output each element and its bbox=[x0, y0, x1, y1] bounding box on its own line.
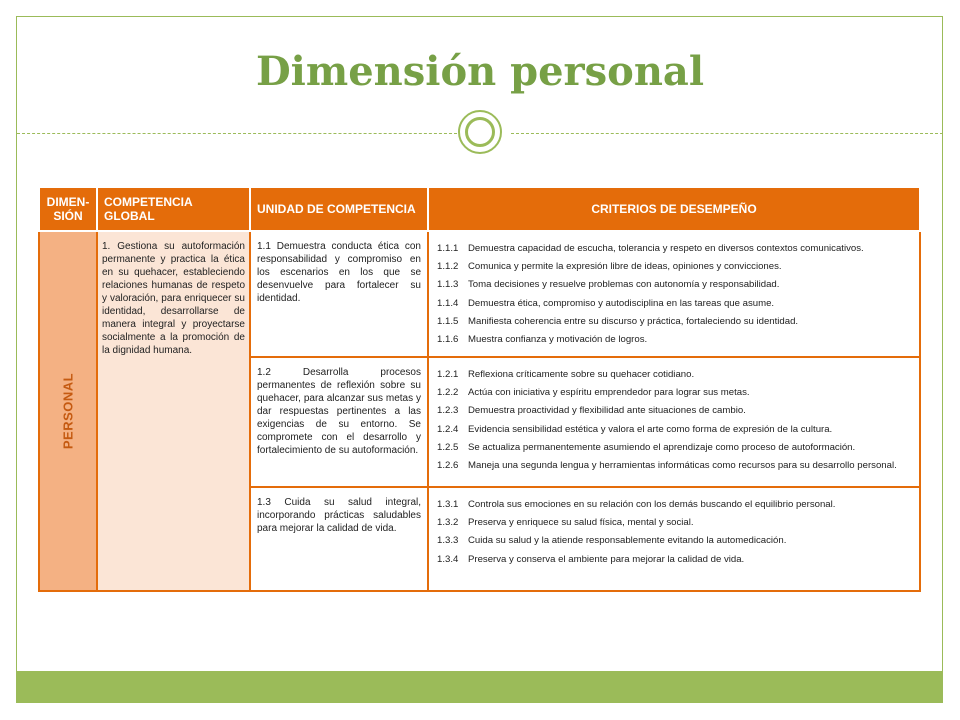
criterion-item bbox=[435, 532, 913, 550]
competency-table bbox=[38, 186, 921, 592]
criterion-number: 1.3.1 bbox=[437, 498, 459, 510]
criterion-number: 1.2.3 bbox=[437, 405, 459, 417]
title-divider-right bbox=[511, 133, 943, 134]
criterion-number: 1.3.2 bbox=[437, 516, 459, 528]
criterion-text: Demuestra proactividad y flexibilidad ante situaciones de cambio. bbox=[468, 405, 746, 417]
criterion-item bbox=[435, 239, 913, 257]
criterion-number: 1.1.2 bbox=[437, 260, 459, 272]
header-unit-competence: UNIDAD DE COMPETENCIA bbox=[250, 187, 428, 231]
criterion-number: 1.2.5 bbox=[437, 441, 459, 453]
unit-competence-cell: 1.2 Desarrolla procesos permanentes de reflexión sobre su quehacer, para alcanzar sus metas y dar respuestas pertinentes a las exigencias de su entorno. Se compromete con el desarrollo y fortalecimiento de su autoformación. bbox=[250, 357, 428, 487]
criterion-text: Toma decisiones y resuelve problemas con autonomía y responsabilidad. bbox=[468, 279, 780, 291]
criterion-item bbox=[435, 312, 913, 330]
criterion-number: 1.2.6 bbox=[437, 460, 459, 472]
criterion-number: 1.1.4 bbox=[437, 297, 459, 309]
criterion-item bbox=[435, 438, 913, 456]
criterion-item bbox=[435, 276, 913, 294]
criterion-text: Maneja una segunda lengua y herramientas informáticas como recursos para su desarrollo personal. bbox=[468, 460, 897, 472]
unit-competence-cell: 1.3 Cuida su salud integral, incorporando prácticas saludables para mejorar la calidad de vida. bbox=[250, 487, 428, 591]
criterion-number: 1.3.4 bbox=[437, 553, 459, 565]
criterion-item bbox=[435, 257, 913, 275]
criterion-number: 1.3.3 bbox=[437, 535, 459, 547]
criterion-item bbox=[435, 402, 913, 420]
criterion-text: Comunica y permite la expresión libre de ideas, opiniones y convicciones. bbox=[468, 260, 782, 272]
criterion-text: Se actualiza permanentemente asumiendo el aprendizaje como proceso de autoformación. bbox=[468, 441, 856, 453]
dimension-label: PERSONAL bbox=[60, 372, 76, 450]
criterion-text: Actúa con iniciativa y espíritu emprendedor para lograr sus metas. bbox=[468, 386, 750, 398]
unit-competence-cell: 1.1 Demuestra conducta ética con responsabilidad y compromiso en los escenarios en los que se desenvuelve para fortalecer su identidad. bbox=[250, 231, 428, 357]
criterion-text: Evidencia sensibilidad estética y valora el arte como forma de expresión de la cultura. bbox=[468, 423, 833, 435]
criterion-text: Reflexiona críticamente sobre su quehacer cotidiano. bbox=[468, 368, 695, 380]
criterion-text: Preserva y conserva el ambiente para mejorar la calidad de vida. bbox=[468, 553, 745, 565]
criterion-number: 1.1.6 bbox=[437, 334, 459, 346]
table-header-row bbox=[39, 187, 920, 231]
criterion-item bbox=[435, 330, 913, 348]
criterion-number: 1.1.5 bbox=[437, 315, 459, 327]
circle-ornament-icon bbox=[458, 110, 502, 154]
criterion-number: 1.2.2 bbox=[437, 386, 459, 398]
criterion-text: Controla sus emociones en su relación con los demás buscando el equilibrio personal. bbox=[468, 498, 836, 510]
criterion-item bbox=[435, 550, 913, 568]
criterion-number: 1.1.1 bbox=[437, 242, 459, 254]
criterion-text: Demuestra capacidad de escucha, tolerancia y respeto en diversos contextos comunicativos. bbox=[468, 242, 864, 254]
criterion-number: 1.1.3 bbox=[437, 279, 459, 291]
table-row bbox=[39, 231, 920, 357]
global-competence-cell: 1. Gestiona su autoformación permanente y practica la ética en su quehacer, estableciendo relaciones humanas de respeto y valoración, para enriquecer su identidad, desarrollarse de manera integral y proyectarse socialmente a la promoción de la dignidad humana. bbox=[97, 231, 250, 591]
criterion-text: Muestra confianza y motivación de logros. bbox=[468, 334, 648, 346]
footer-band bbox=[17, 671, 942, 702]
criterion-item bbox=[435, 456, 913, 474]
slide-title: Dimensión personal bbox=[255, 48, 705, 95]
criterion-text: Preserva y enriquece su salud física, mental y social. bbox=[468, 516, 694, 528]
criterion-text: Cuida su salud y la atiende responsablemente evitando la automedicación. bbox=[468, 535, 787, 547]
criteria-cell bbox=[428, 357, 920, 487]
criterion-text: Demuestra ética, compromiso y autodisciplina en las tareas que asume. bbox=[468, 297, 775, 309]
criterion-item bbox=[435, 420, 913, 438]
header-dimension: DIMEN-SIÓN bbox=[39, 187, 97, 231]
criterion-item bbox=[435, 365, 913, 383]
criteria-cell bbox=[428, 487, 920, 591]
criteria-cell bbox=[428, 231, 920, 357]
header-performance-criteria: CRITERIOS DE DESEMPEÑO bbox=[428, 187, 920, 231]
criterion-number: 1.2.1 bbox=[437, 368, 459, 380]
criterion-item bbox=[435, 495, 913, 513]
criterion-item bbox=[435, 513, 913, 531]
criterion-text: Manifiesta coherencia entre su discurso y práctica, fortaleciendo su identidad. bbox=[468, 315, 799, 327]
title-divider-left bbox=[17, 133, 457, 134]
criterion-number: 1.2.4 bbox=[437, 423, 459, 435]
dimension-cell bbox=[39, 231, 97, 591]
criterion-item bbox=[435, 383, 913, 401]
header-global-competence: COMPETENCIA GLOBAL bbox=[97, 187, 250, 231]
criterion-item bbox=[435, 294, 913, 312]
